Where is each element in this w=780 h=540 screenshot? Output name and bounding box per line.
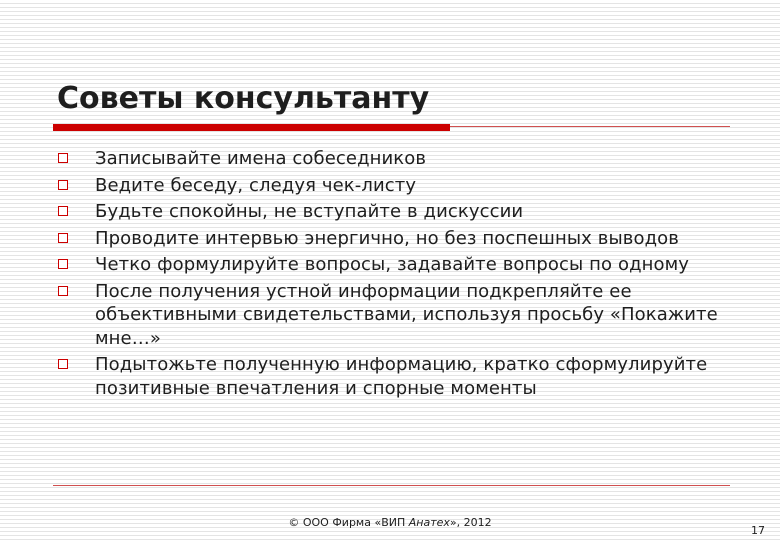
list-item — [58, 200, 748, 224]
list-item — [58, 280, 748, 351]
title-underline-accent — [53, 124, 450, 131]
list-item — [58, 227, 748, 251]
list-item-text: Четко формулируйте вопросы, задавайте вопросы по одному — [95, 254, 690, 275]
list-item — [58, 353, 748, 400]
list-item — [58, 147, 748, 171]
company-name: Анатех — [408, 516, 450, 529]
footer-divider — [53, 485, 730, 486]
hollow-square-bullet-icon — [58, 233, 68, 243]
list-item-text: Ведите беседу, следуя чек-листу — [95, 174, 417, 196]
page-number: 17 — [751, 524, 765, 537]
list-item-text: Проводите интервью энергично, но без поспешных выводов — [95, 227, 679, 249]
list-item-text: Будьте спокойны, не вступайте в дискуссии — [95, 201, 524, 222]
hollow-square-bullet-icon — [58, 180, 68, 190]
hollow-square-bullet-icon — [58, 286, 68, 296]
hollow-square-bullet-icon — [58, 206, 68, 216]
slide-title: Советы консультанту — [57, 81, 430, 116]
hollow-square-bullet-icon — [58, 153, 68, 163]
list-item-text: Записывайте имена собеседников — [95, 148, 427, 169]
copyright-suffix: », 2012 — [449, 516, 492, 529]
copyright-footer — [0, 516, 780, 529]
list-item-text: После получения устной информации подкрепляйте ее объективными свидетельствами, используя просьбу «Покажите мне…» — [95, 280, 718, 349]
list-item — [58, 174, 748, 198]
title-underline-rule — [450, 126, 730, 127]
list-item-text: Подытожьте полученную информацию, кратко сформулируйте позитивные впечатления и спорные моменты — [95, 354, 708, 399]
hollow-square-bullet-icon — [58, 359, 68, 369]
hollow-square-bullet-icon — [58, 259, 68, 269]
list-item — [58, 253, 748, 277]
advice-list — [58, 147, 748, 403]
copyright-prefix: © ООО Фирма «ВИП — [288, 516, 409, 529]
